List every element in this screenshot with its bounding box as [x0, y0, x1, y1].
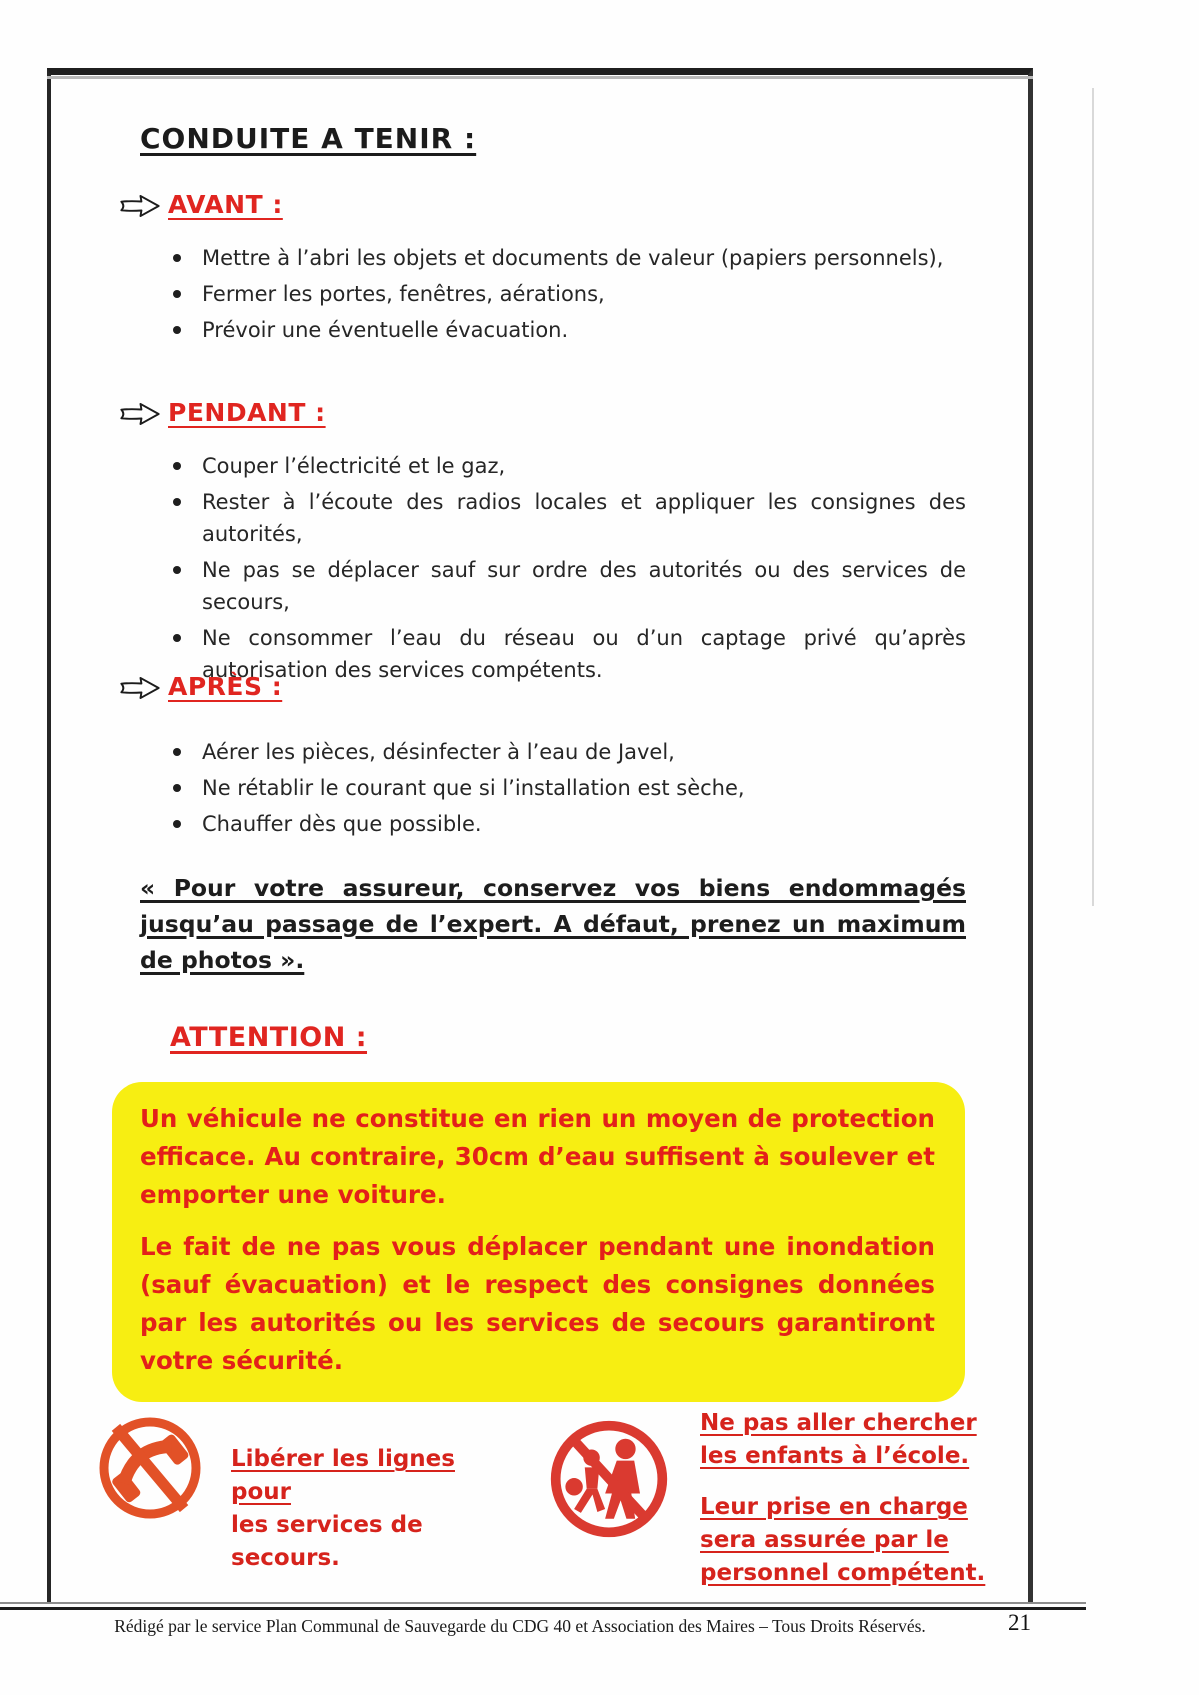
arrow-right-icon	[118, 193, 162, 223]
bullet-item: Fermer les portes, fenêtres, aérations,	[140, 278, 966, 310]
notice-phone-line1: Libérer les lignes pour	[231, 1446, 455, 1505]
section-avant-label: AVANT :	[168, 190, 283, 219]
no-phone-icon	[95, 1411, 205, 1590]
arrow-right-icon	[118, 675, 162, 705]
bullet-item: Rester à l’écoute des radios locales et appliquer les consignes des autorités,	[140, 486, 966, 550]
insurance-note: « Pour votre assureur, conservez vos biens endommagés jusqu’au passage de l’expert. A défaut, prenez un maximum de photos ».	[140, 874, 966, 974]
notice-phone-text	[231, 1443, 504, 1590]
notices-row	[95, 1405, 1000, 1590]
bullet-item: Ne consommer l’eau du réseau ou d’un captage privé qu’après autorisation des services compétents.	[140, 622, 966, 686]
notice-phone	[95, 1405, 504, 1590]
page-number: 21	[1008, 1610, 1031, 1635]
bullet-item: Prévoir une éventuelle évacuation.	[140, 314, 966, 346]
section-pendant-label: PENDANT :	[168, 398, 326, 427]
attention-heading: ATTENTION :	[170, 1022, 368, 1053]
bullet-item: Ne pas se déplacer sauf sur ordre des autorités ou des services de secours,	[140, 554, 966, 618]
bullet-item: Couper l’électricité et le gaz,	[140, 450, 966, 482]
bullet-item: Chauffer dès que possible.	[140, 808, 966, 840]
page-title: CONDUITE A TENIR :	[140, 122, 477, 155]
bullet-item: Aérer les pièces, désinfecter à l’eau de Javel,	[140, 736, 966, 768]
notice-school	[504, 1405, 1000, 1590]
section-pendant-head	[140, 398, 966, 432]
section-apres-label: APRÈS :	[168, 672, 283, 701]
arrow-right-icon	[118, 401, 162, 431]
pendant-bullet-list	[140, 450, 966, 686]
warning-paragraph: Le fait de ne pas vous déplacer pendant une inondation (sauf évacuation) et le respect des consignes données par les autorités ou les services de secours garantiront votre sécurité.	[140, 1232, 935, 1375]
notice-school-paragraph2: Leur prise en charge sera assurée par le personnel compétent.	[700, 1494, 986, 1586]
notice-school-paragraph1: Ne pas aller chercher les enfants à l’école.	[700, 1410, 977, 1469]
warning-paragraph: Un véhicule ne constitue en rien un moyen de protection efficace. Au contraire, 30cm d’eau suffisent à soulever et emporter une voiture.	[140, 1104, 935, 1209]
footer-credit: Rédigé par le service Plan Communal de Sauvegarde du CDG 40 et Association des Maires – Tous Droits Réservés.	[114, 1616, 926, 1636]
scan-artifact-line	[1092, 88, 1094, 906]
no-children-icon	[546, 1413, 672, 1590]
footer-divider	[0, 1602, 1086, 1610]
section-pendant	[140, 398, 966, 690]
section-avant	[140, 190, 966, 350]
bullet-item: Ne rétablir le courant que si l’installation est sèche,	[140, 772, 966, 804]
bullet-item: Mettre à l’abri les objets et documents de valeur (papiers personnels),	[140, 242, 966, 274]
warning-box	[112, 1082, 965, 1402]
notice-school-text	[700, 1407, 1000, 1590]
notice-phone-line2: les services de secours.	[231, 1512, 423, 1571]
section-apres-head	[140, 672, 966, 706]
avant-bullet-list	[140, 242, 966, 346]
apres-bullet-list	[140, 736, 966, 840]
section-apres	[140, 672, 966, 844]
section-avant-head	[140, 190, 966, 224]
